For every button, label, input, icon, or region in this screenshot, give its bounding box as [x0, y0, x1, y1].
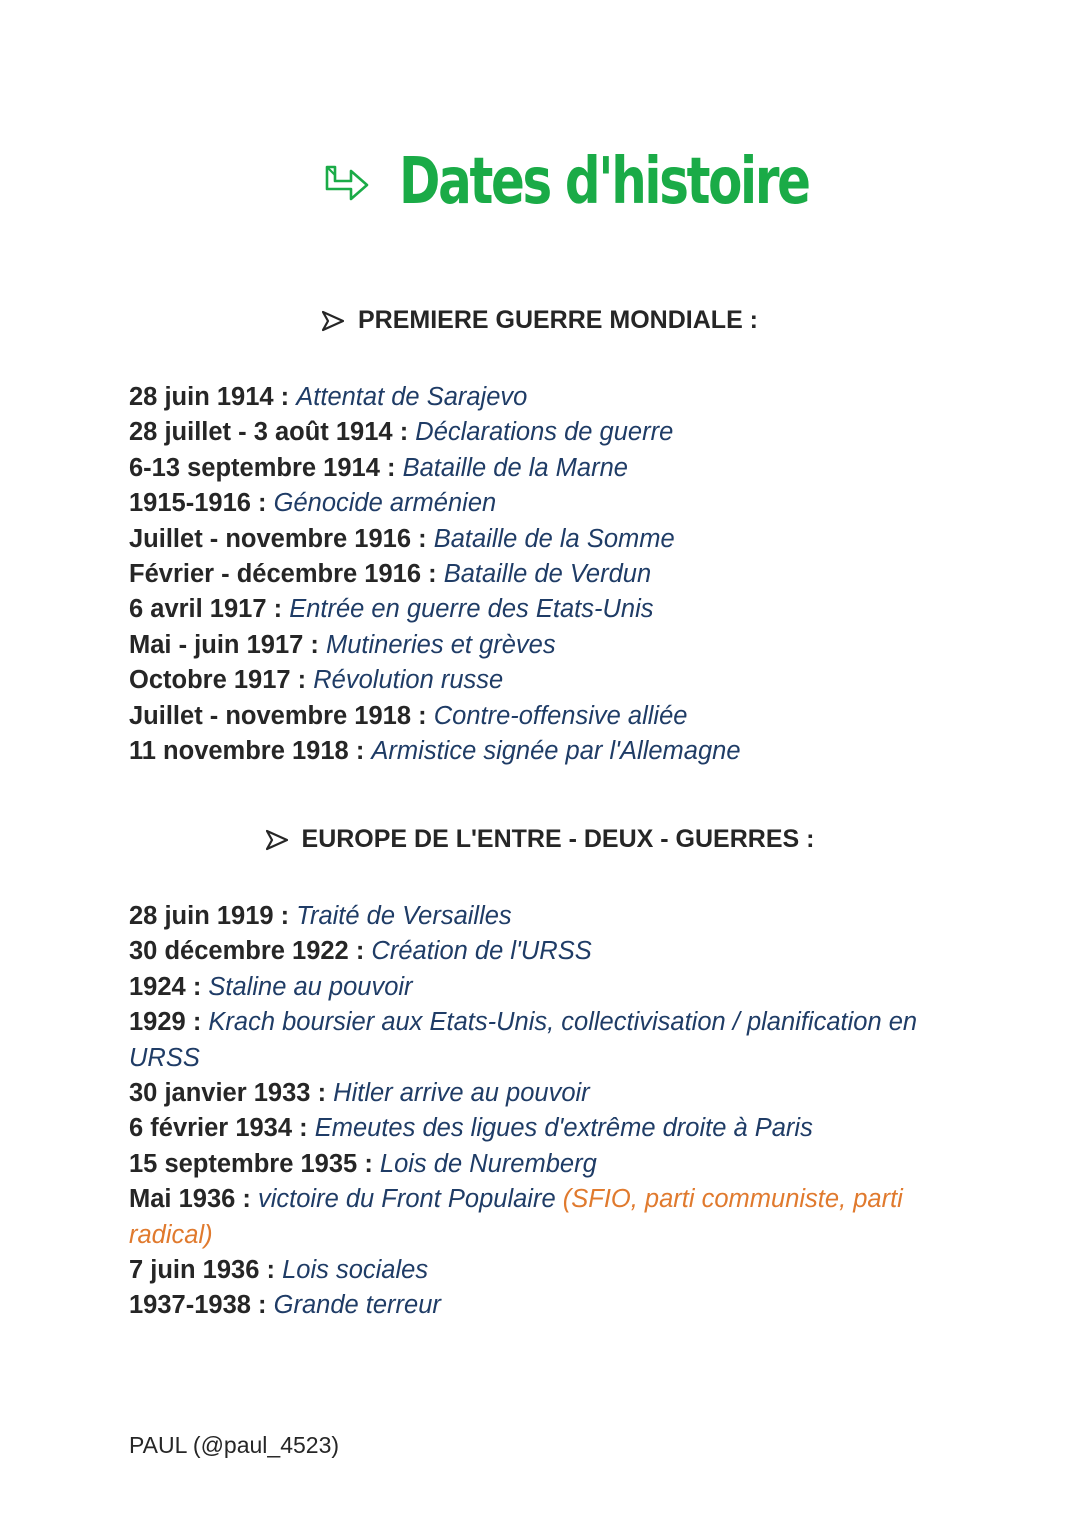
- entry-separator: :: [411, 701, 434, 730]
- timeline-entry: [129, 734, 959, 769]
- entry-separator: :: [348, 937, 372, 966]
- entry-event: victoire du Front Populaire: [258, 1185, 556, 1214]
- entry-date: 28 juillet - 3 août 1914: [129, 418, 393, 447]
- entry-date: 11 novembre 1918: [129, 737, 349, 766]
- timeline-entry: [129, 1253, 959, 1288]
- entry-separator: :: [421, 560, 444, 589]
- timeline-entry: [129, 699, 959, 734]
- timeline-entry: [129, 899, 959, 934]
- entry-date: 7 juin 1936: [129, 1256, 260, 1285]
- entry-event: Krach boursier aux Etats-Unis, collectivisation / planification en URSS: [129, 1008, 918, 1072]
- timeline-entry: [129, 1147, 959, 1182]
- entry-event: Armistice signée par l'Allemagne: [371, 737, 741, 766]
- section-heading-text: EUROPE DE L'ENTRE - DEUX - GUERRES :: [301, 825, 815, 853]
- entry-date: 28 juin 1919: [129, 902, 274, 930]
- timeline-entry: [129, 970, 959, 1005]
- timeline-entry: [129, 557, 959, 592]
- entry-separator: :: [290, 666, 314, 695]
- entry-separator: :: [259, 1256, 283, 1285]
- entry-separator: :: [357, 1149, 380, 1178]
- entry-date: 1929: [129, 1008, 186, 1037]
- entry-separator: :: [235, 1185, 258, 1214]
- page-title: [0, 132, 1080, 232]
- section-heading-text: PREMIERE GUERRE MONDIALE :: [357, 306, 759, 334]
- arrowhead-bullet-icon: [266, 829, 288, 851]
- entry-separator: :: [185, 1008, 209, 1037]
- entry-date: 6 avril 1917: [129, 595, 267, 624]
- entry-event: Lois de Nuremberg: [379, 1149, 597, 1178]
- entry-date: 1924: [129, 972, 186, 1001]
- timeline-entry: [129, 1005, 959, 1076]
- entry-date: Février - décembre 1916: [129, 560, 422, 589]
- entry-separator: :: [250, 1291, 274, 1320]
- timeline-entry: [129, 592, 959, 627]
- entry-date: 28 juin 1914: [129, 383, 274, 411]
- timeline-entry: [129, 663, 959, 698]
- entry-date: Juillet - novembre 1918: [129, 701, 412, 730]
- timeline-entry: [129, 451, 959, 486]
- entry-date: 15 septembre 1935: [129, 1149, 358, 1178]
- entry-date: 1937-1938: [129, 1291, 251, 1320]
- page-title-text: Dates d'histoire: [399, 145, 809, 219]
- timeline-entry: [129, 1182, 959, 1253]
- entry-event: Staline au pouvoir: [208, 972, 413, 1001]
- entry-detail: (SFIO, parti communiste, parti radical): [129, 1185, 903, 1249]
- entry-event: Entrée en guerre des Etats-Unis: [289, 595, 654, 624]
- timeline-entry: [129, 934, 959, 969]
- bent-arrow-icon: [321, 159, 373, 211]
- entry-event: Révolution russe: [313, 666, 504, 695]
- entry-date: Juillet - novembre 1916: [129, 524, 412, 553]
- entry-event: Grande terreur: [273, 1291, 441, 1320]
- entry-event: Emeutes des ligues d'extrême droite à Paris: [314, 1114, 813, 1143]
- entry-event: Création de l'URSS: [371, 937, 592, 966]
- entry-event: Attentat de Sarajevo: [296, 383, 528, 411]
- entry-separator: :: [250, 489, 274, 518]
- timeline-entry: [129, 1076, 959, 1111]
- entry-event: Bataille de la Somme: [433, 524, 675, 553]
- timeline-entry: [129, 1288, 959, 1323]
- entry-date: 6 février 1934: [129, 1114, 293, 1143]
- entry-date: Mai - juin 1917: [129, 630, 304, 659]
- entry-event: Contre-offensive alliée: [433, 701, 688, 730]
- entry-event: Bataille de Verdun: [443, 560, 652, 589]
- entry-date: Octobre 1917: [129, 666, 291, 695]
- entry-event: Traité de Versailles: [296, 902, 512, 930]
- arrowhead-bullet-icon: [322, 310, 344, 332]
- section-heading-interwar: [0, 825, 1080, 854]
- entry-event: Mutineries et grèves: [325, 630, 556, 659]
- entry-event: Bataille de la Marne: [402, 453, 628, 482]
- timeline-entry: [129, 380, 959, 415]
- entry-date: 6-13 septembre 1914: [129, 453, 380, 482]
- entry-separator: :: [273, 902, 297, 930]
- author-footer: PAUL (@paul_4523): [129, 1432, 340, 1458]
- entry-event: Génocide arménien: [273, 489, 497, 518]
- entry-separator: :: [185, 972, 209, 1001]
- timeline-entry: [129, 628, 959, 663]
- entry-separator: :: [348, 737, 372, 766]
- interwar-timeline: [129, 899, 959, 1324]
- entry-separator: :: [379, 453, 403, 482]
- entry-separator: :: [292, 1114, 315, 1143]
- section-heading-ww1: [0, 306, 1080, 335]
- entry-date: 30 janvier 1933: [129, 1079, 311, 1108]
- entry-separator: :: [411, 524, 434, 553]
- entry-separator: :: [266, 595, 290, 624]
- entry-event: Hitler arrive au pouvoir: [333, 1079, 590, 1108]
- entry-separator: :: [310, 1079, 334, 1108]
- entry-date: 30 décembre 1922: [129, 937, 349, 966]
- entry-separator: :: [273, 383, 297, 411]
- entry-separator: :: [303, 630, 326, 659]
- timeline-entry: [129, 1111, 959, 1146]
- entry-separator: :: [392, 418, 416, 447]
- entry-event: Lois sociales: [282, 1256, 429, 1285]
- entry-date: 1915-1916: [129, 489, 251, 518]
- entry-event: Déclarations de guerre: [415, 418, 674, 447]
- timeline-entry: [129, 415, 959, 450]
- timeline-entry: [129, 486, 959, 521]
- timeline-entry: [129, 522, 959, 557]
- entry-date: Mai 1936: [129, 1185, 236, 1214]
- ww1-timeline: [129, 380, 959, 769]
